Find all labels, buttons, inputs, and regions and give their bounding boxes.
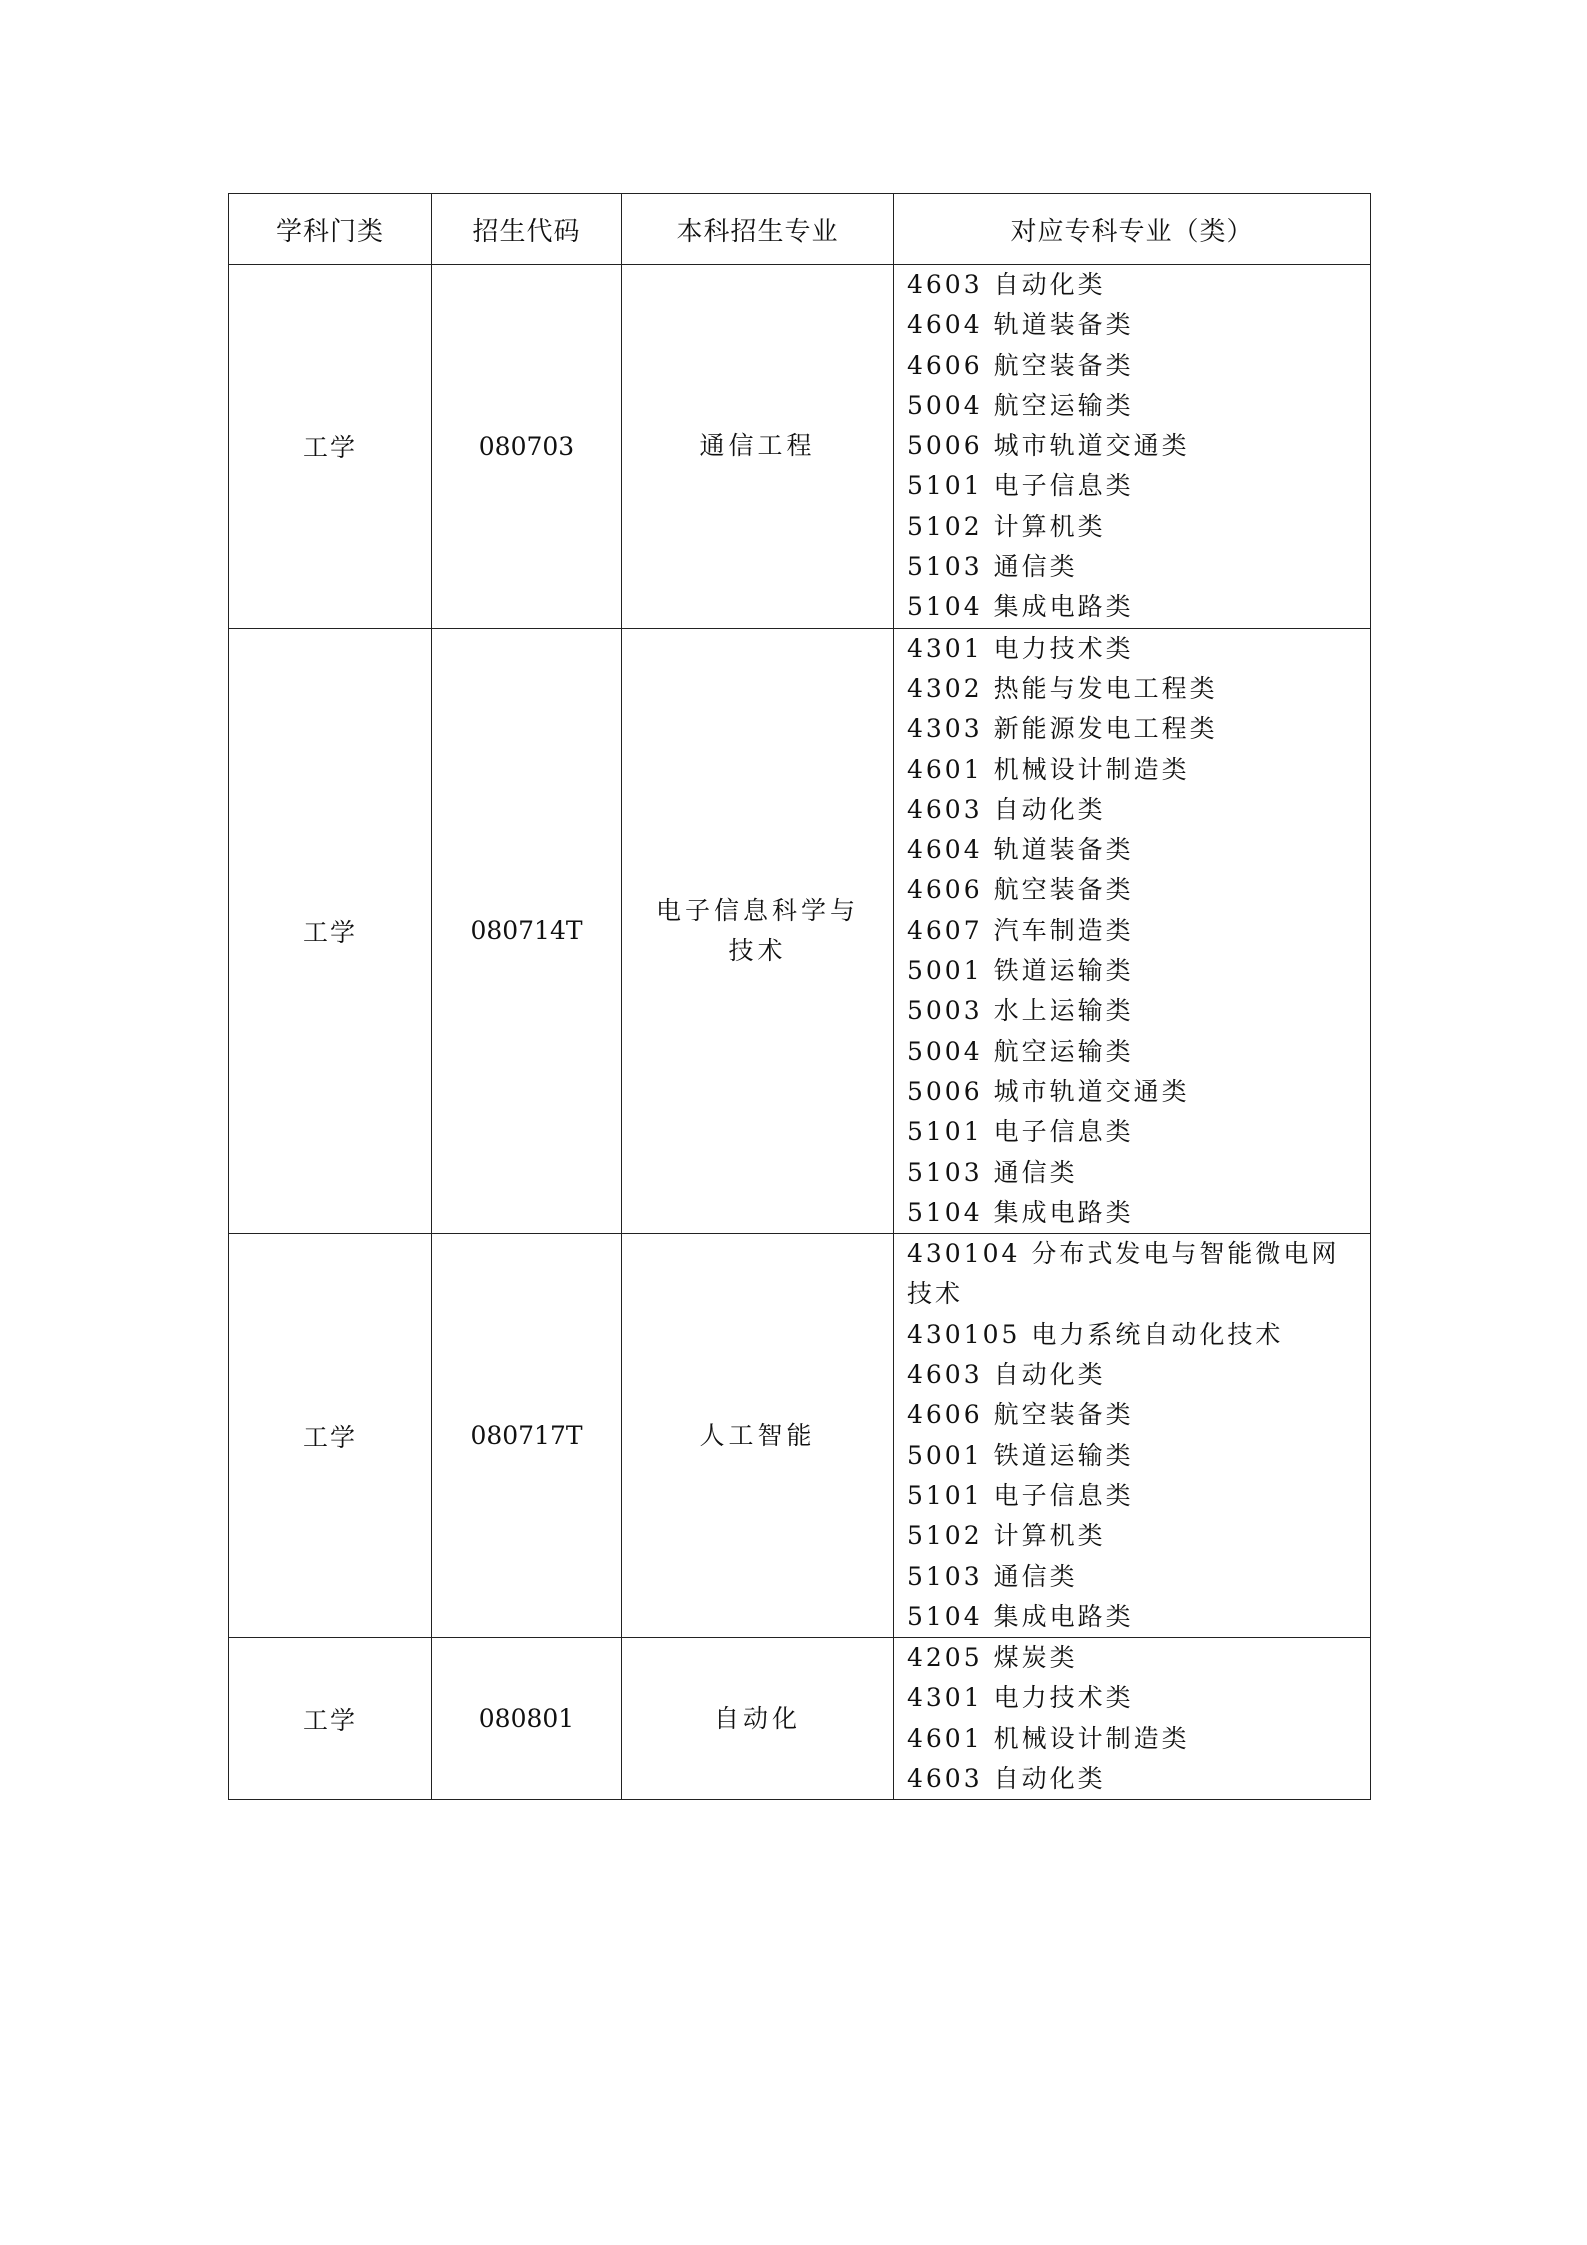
table-row xyxy=(229,1638,1371,1800)
list-item: 5104 集成电路类 xyxy=(907,1197,1134,1227)
related-list xyxy=(907,1638,1358,1799)
major-text: 自动化 xyxy=(713,1703,801,1733)
list-item: 5101 电子信息类 xyxy=(907,1480,1134,1510)
list-item: 4301 电力技术类 xyxy=(907,1683,1134,1713)
major-cell xyxy=(622,1638,894,1800)
major-cell xyxy=(622,628,894,1233)
table-header xyxy=(229,194,1371,265)
list-item: 4603 自动化类 xyxy=(907,1360,1106,1390)
list-item: 4303 新能源发电工程类 xyxy=(907,714,1218,744)
table-body xyxy=(229,265,1371,1800)
major-cell xyxy=(622,1234,894,1638)
code-cell: 080714T xyxy=(432,628,622,1233)
category-cell: 工学 xyxy=(229,1638,432,1800)
list-item: 5003 水上运输类 xyxy=(907,996,1134,1026)
list-item: 5001 铁道运输类 xyxy=(907,1440,1134,1470)
list-item: 430104 分布式发电与智能微电网技术 xyxy=(907,1239,1340,1309)
list-item: 5103 通信类 xyxy=(907,552,1078,582)
list-item: 4601 机械设计制造类 xyxy=(907,754,1190,784)
list-item: 4302 热能与发电工程类 xyxy=(907,673,1218,703)
major-text: 人工智能 xyxy=(699,1420,816,1450)
list-item: 5001 铁道运输类 xyxy=(907,956,1134,986)
header-row xyxy=(229,194,1371,265)
table-row xyxy=(229,265,1371,629)
list-item: 4603 自动化类 xyxy=(907,794,1106,824)
related-cell xyxy=(894,265,1371,629)
category-cell: 工学 xyxy=(229,265,432,629)
header-major: 本科招生专业 xyxy=(622,194,894,265)
related-cell xyxy=(894,1638,1371,1800)
major-text: 电子信息科学与技术 xyxy=(655,895,859,965)
list-item: 4603 自动化类 xyxy=(907,270,1106,299)
list-item: 5006 城市轨道交通类 xyxy=(907,431,1190,461)
list-item: 5006 城市轨道交通类 xyxy=(907,1076,1190,1106)
list-item: 4205 煤炭类 xyxy=(907,1643,1078,1673)
list-item: 5103 通信类 xyxy=(907,1157,1078,1187)
list-item: 5104 集成电路类 xyxy=(907,1601,1134,1631)
related-cell xyxy=(894,1234,1371,1638)
header-related: 对应专科专业（类） xyxy=(894,194,1371,265)
header-code: 招生代码 xyxy=(432,194,622,265)
table-row xyxy=(229,628,1371,1233)
code-cell: 080703 xyxy=(432,265,622,629)
list-item: 5101 电子信息类 xyxy=(907,471,1134,501)
list-item: 4603 自动化类 xyxy=(907,1763,1106,1793)
code-cell: 080801 xyxy=(432,1638,622,1800)
list-item: 5103 通信类 xyxy=(907,1561,1078,1591)
list-item: 5102 计算机类 xyxy=(907,511,1106,541)
related-cell xyxy=(894,628,1371,1233)
list-item: 4606 航空装备类 xyxy=(907,875,1134,905)
list-item: 4604 轨道装备类 xyxy=(907,835,1134,865)
major-cell xyxy=(622,265,894,629)
list-item: 4301 电力技术类 xyxy=(907,633,1134,663)
related-list xyxy=(907,1234,1358,1637)
list-item: 430105 电力系统自动化技术 xyxy=(907,1319,1284,1349)
code-cell: 080717T xyxy=(432,1234,622,1638)
related-list xyxy=(907,629,1358,1233)
category-cell: 工学 xyxy=(229,628,432,1233)
list-item: 4607 汽车制造类 xyxy=(907,915,1134,945)
list-item: 5004 航空运输类 xyxy=(907,390,1134,420)
list-item: 4601 机械设计制造类 xyxy=(907,1723,1190,1753)
table-row xyxy=(229,1234,1371,1638)
list-item: 5101 电子信息类 xyxy=(907,1117,1134,1147)
list-item: 5102 计算机类 xyxy=(907,1521,1106,1551)
list-item: 4606 航空装备类 xyxy=(907,1400,1134,1430)
list-item: 4604 轨道装备类 xyxy=(907,310,1134,340)
list-item: 5104 集成电路类 xyxy=(907,592,1134,622)
major-mapping-table xyxy=(228,193,1371,1800)
header-category: 学科门类 xyxy=(229,194,432,265)
list-item: 4606 航空装备类 xyxy=(907,350,1134,380)
list-item: 5004 航空运输类 xyxy=(907,1036,1134,1066)
major-text: 通信工程 xyxy=(699,431,816,461)
category-cell: 工学 xyxy=(229,1234,432,1638)
related-list xyxy=(907,265,1358,628)
